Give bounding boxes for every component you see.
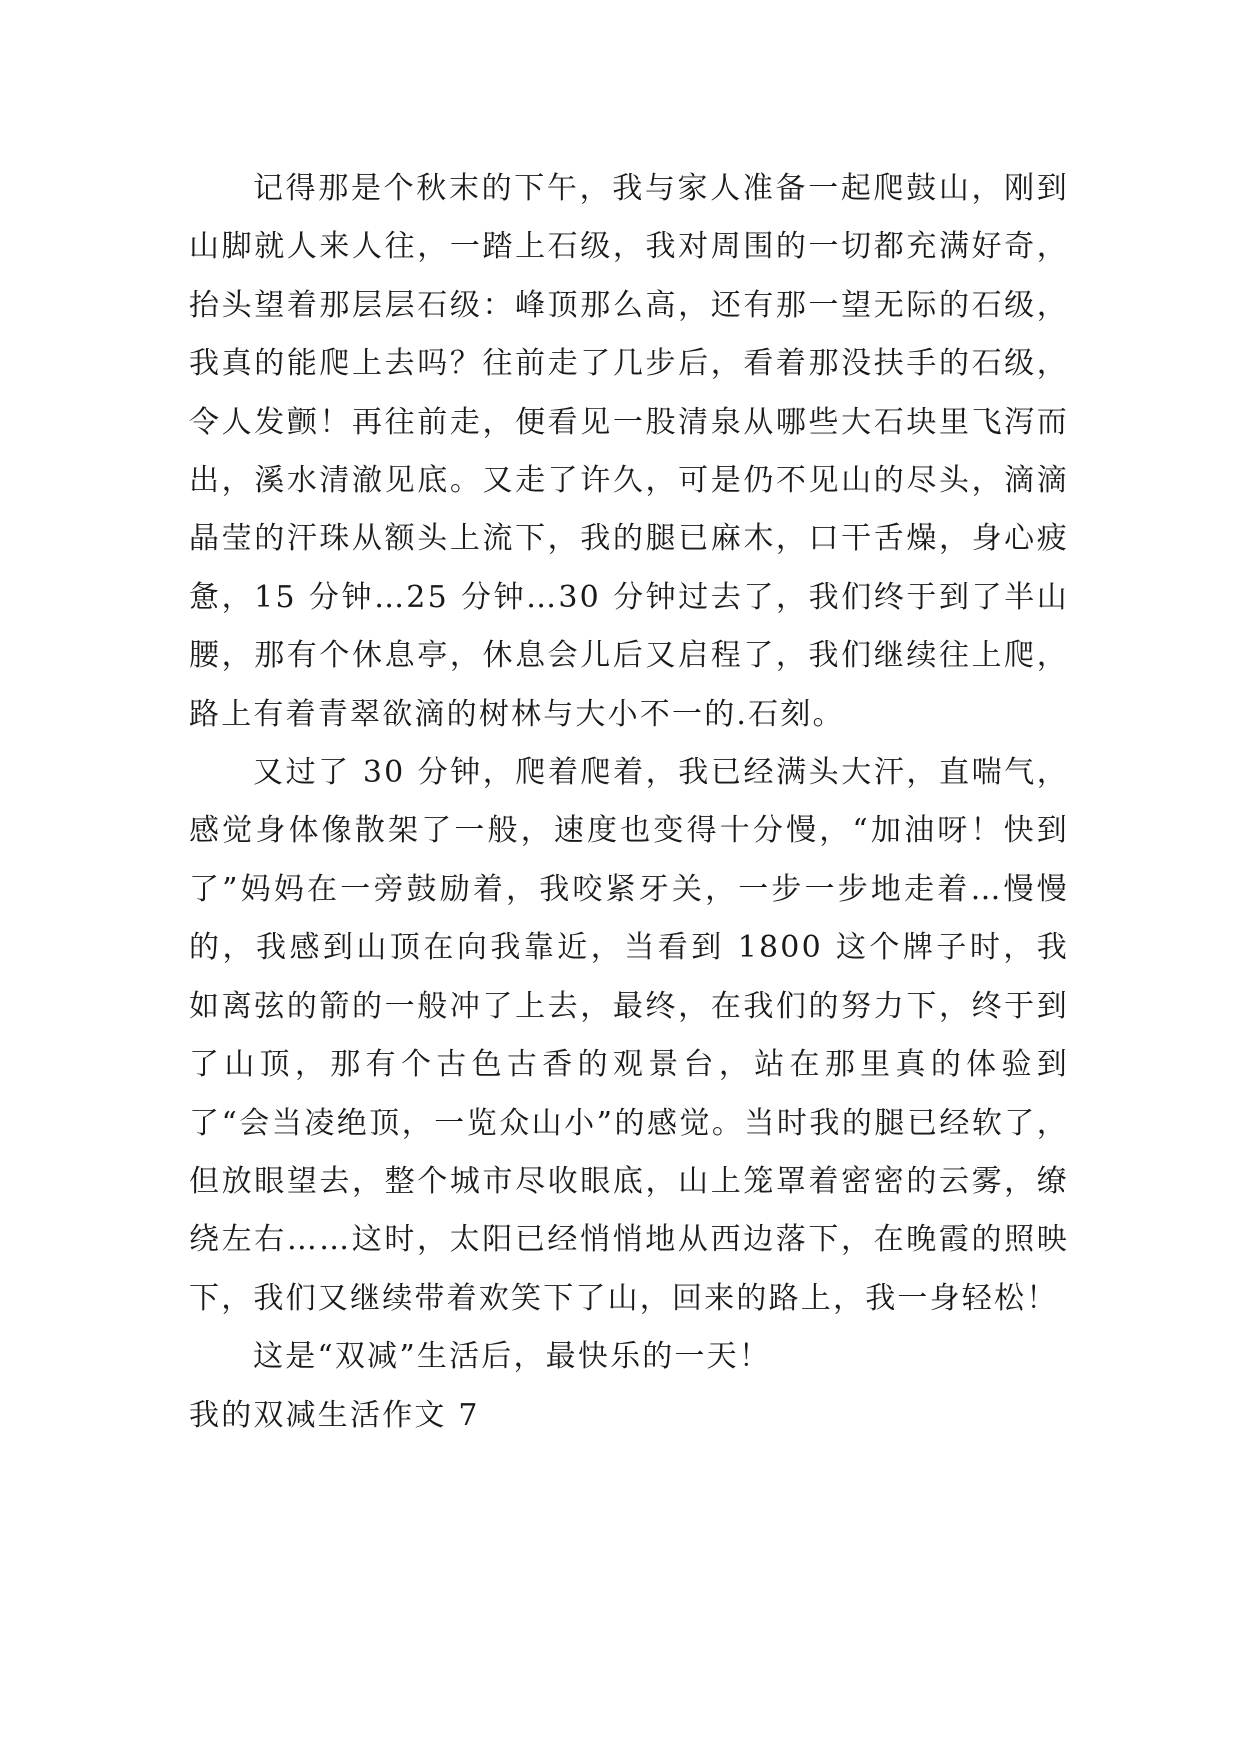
paragraph-reaching-summit: 又过了 30 分钟，爬着爬着，我已经满头大汗，直喘气，感觉身体像散架了一般，速度也变得十分慢，“加油呀！快到了”妈妈在一旁鼓励着，我咬紧牙关，一步一步地走着…慢慢的，我感到山顶在向我靠近，当看到 1800 这个牌子时，我如离弦的箭的一般冲了上去，最终，在我们的努力下，终于到了山顶，那有个古色古香的观景台，站在那里真的体验到了“会当凌绝顶，一览众山小”的感觉。当时我的腿已经软了，但放眼望去，整个城市尽收眼底，山上笼罩着密密的云雾，缭绕左右……这时，太阳已经悄悄地从西边落下，在晚霞的照映下，我们又继续带着欢笑下了山，回来的路上，我一身轻松！ <box>189 755 1069 1316</box>
next-essay-title: 我的双减生活作文 7 <box>189 1397 480 1433</box>
paragraph-happiest-day: 这是“双减”生活后，最快乐的一天！ <box>253 1339 772 1375</box>
paragraph-climbing-start: 记得那是个秋末的下午，我与家人准备一起爬鼓山，刚到山脚就人来人往，一踏上石级，我对周围的一切都充满好奇，抬头望着那层层石级：峰顶那么高，还有那一望无际的石级，我真的能爬上去吗？往前走了几步后，看着那没扶手的石级，令人发颤！再往前走，便看见一股清泉从哪些大石块里飞泻而出，溪水清澈见底。又走了许久，可是仍不见山的尽头，滴滴晶莹的汗珠从额头上流下，我的腿已麻木，口干舌燥，身心疲惫，15 分钟…25 分钟…30 分钟过去了，我们终于到了半山腰，那有个休息亭，休息会儿后又启程了，我们继续往上爬，路上有着青翠欲滴的树林与大小不一的.石刻。 <box>189 171 1069 732</box>
document-body <box>189 160 1069 1445</box>
